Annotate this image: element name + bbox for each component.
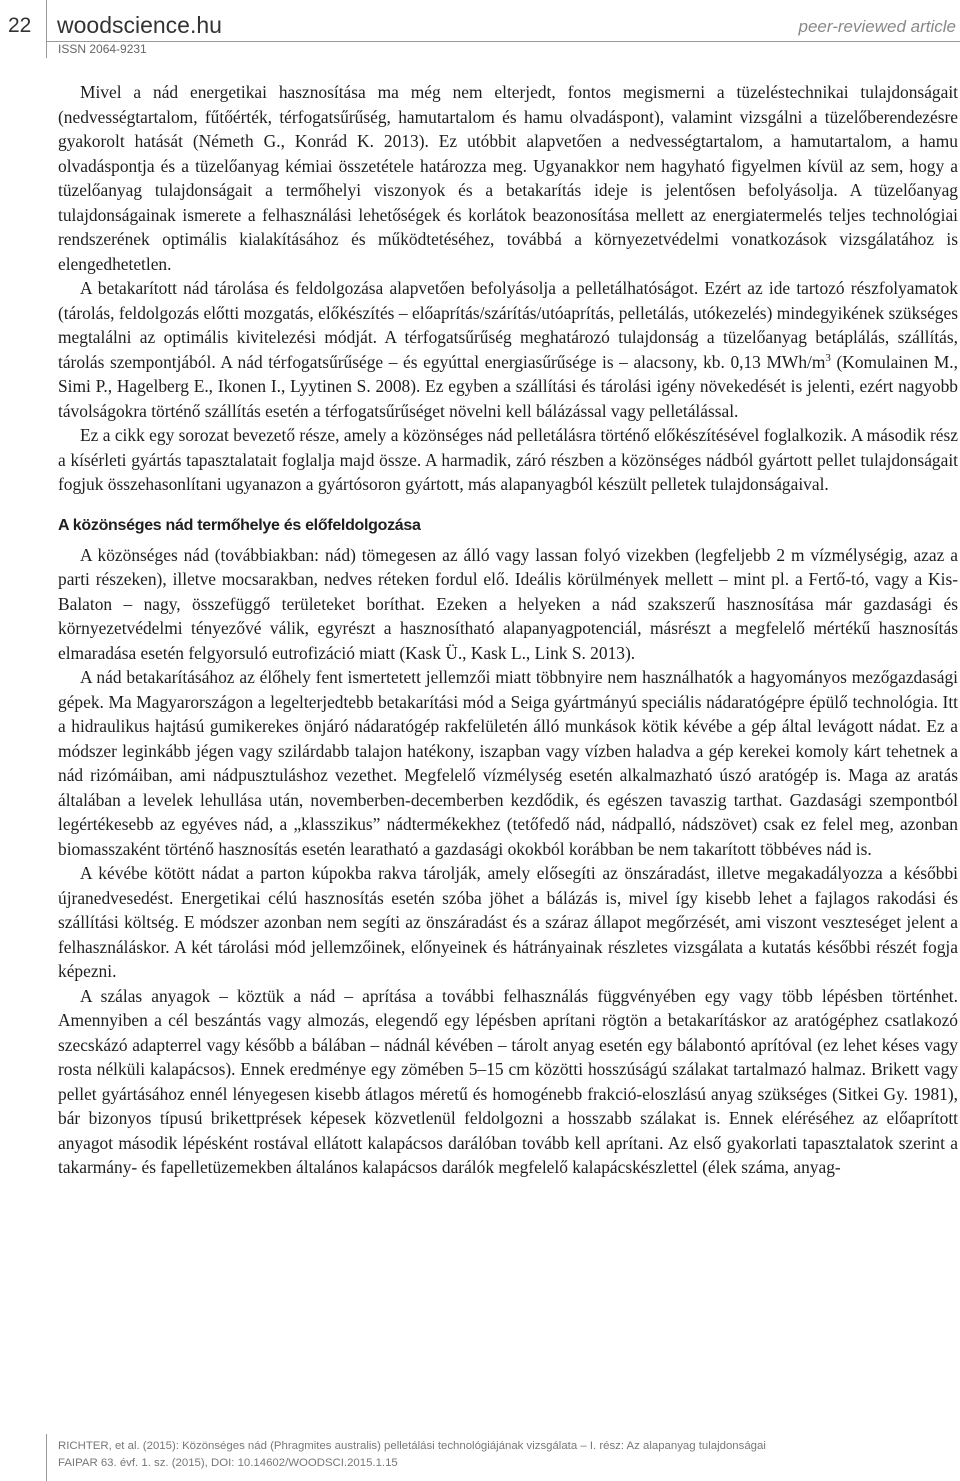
paragraph — [58, 276, 958, 423]
paragraph-text: A betakarított nád tárolása és feldolgozása alapvetően befolyásolja a pelletálhatóságot. Ezért az ide tartozó részfolyamatok (tárolás, feldolgozás előtti mozgatás, előkészítés – előaprítás/szárítás/utóaprítás, pelletálás, utókezelés) mindegyikének szükséges megtalálni az optimális kivitelezési módját. A térfogatsűrűség meghatározó tulajdonság a tüzelőanyag betáplálás, szállítás, tárolás szempontjából. A nád térfogatsűrűsége – és egyúttal energiasűrűsége is – alacsony, kb. 0,13 MWh/m — [58, 278, 958, 372]
paragraph-text: (Komulainen M., Simi P., Hagelberg E., Ikonen I., Lyytinen S. 2008). Ez egyben a szállítási és tárolási igény növekedését is jelenti, ezért nagyobb távolságokra történő szállítás esetén a térfogatsűrűséget növelni kell bálázással vagy pelletálással. — [58, 351, 958, 421]
section-heading: A közönséges nád termőhelye és előfeldolgozása — [58, 516, 421, 534]
paragraph: Mivel a nád energetikai hasznosítása ma még nem elterjedt, fontos megismerni a tüzeléstechnikai tulajdonságait (nedvességtartalom, fűtőérték, térfogatsűrűség, hamutartalom és hamu olvadáspont), valamint vizsgálni a tüzelőberendezésre gyakorolt hatását (Németh G., Konrád K. 2013). Ez utóbbit alapvetően a nedvességtartalom, a hamutartalom, a hamu olvadáspontja és a tüzelőanyag kémiai összetétele határozza meg. Ugyanakkor nem hagyható figyelmen kívül az sem, hogy a tüzelőanyag tulajdonságait a termőhelyi viszonyok és a betakarítás ideje is jelentősen befolyásolja. A tüzelőanyag tulajdonságainak ismerete a felhasználási lehetőségek és korlátok beazonosítása mellett az energiatermelés teljes technológiai rendszerének optimális kialakításához és működtetéséhez, továbbá a környezetvédelmi vonatkozások vizsgálatához is elengedhetetlen. — [58, 82, 958, 274]
issn: ISSN 2064-9231 — [58, 42, 147, 56]
header-vertical-rule — [46, 0, 47, 58]
footer-journal: FAIPAR 63. évf. 1. sz. (2015), DOI: 10.14602/WOODSCI.2015.1.15 — [58, 1457, 398, 1469]
footer-rule — [46, 1434, 47, 1481]
superscript: 3 — [825, 351, 831, 364]
footer-citation: RICHTER, et al. (2015): Közönséges nád (Phragmites australis) pelletálási technológiájának vizsgálata – I. rész: Az alapanyag tulajdonságai — [58, 1440, 766, 1452]
article-type: peer-reviewed article — [798, 17, 956, 36]
header-horizontal-rule — [46, 41, 960, 42]
paragraph: A közönséges nád (továbbiakban: nád) tömegesen az álló vagy lassan folyó vizekben (legfeljebb 2 m vízmélységig, azaz a parti részeken), illetve mocsarakban, nedves réteken fordul elő. Ideális körülmények mellett – mint pl. a Fertő-tó, vagy a Kis-Balaton – nagy, összefüggő területeket boríthat. Ezeken a helyeken a nád szakszerű hasznosítása már gazdasági és környezetvédelmi tényezővé válik, egyrészt a hasznosítható alapanyagpotenciál, másrészt a megfelelő mértékű hasznosítás elmaradása esetén felgyorsuló eutrofizáció miatt (Kask Ü., Kask L., Link S. 2013). — [58, 544, 958, 663]
page-header — [0, 0, 960, 60]
paragraph: A szálas anyagok – köztük a nád – aprítása a további felhasználás függvényében egy vagy több lépésben történhet. Amennyiben a cél beszántás vagy almozás, elegendő egy lépésben aprítani rögtön a betakarításkor az aratógéphez csatlakozó szecskázó adapterrel vagy később a bálában – nádnál kévében – tárolt anyag esetén egy bálabontó aprítóval (ez lehet késes vagy rosta nélküli kalapácsos). Ennek eredménye egy zömében 5–15 cm közötti hosszúságú szálakat tartalmazó halmaz. Brikett vagy pellet gyártásához ennél lényegesen kisebb átlagos méretű és homogénebb frakció-eloszlású anyag szükséges (Sitkei Gy. 1981), bár bizonyos típusú brikettprések képesek közvetlenül feldolgozni a hosszabb szálakat is. Ennek eléréséhez az előaprított anyagot második lépésként rostával ellátott kalapácsos darálóban tovább kell aprítani. Az első gyakorlati tapasztalatok szerint a takarmány- és fapelletüzemekben általános kalapácsos darálók megfelelő kalapácskészlettel (élek száma, anyag- — [58, 985, 958, 1177]
paragraph: Ez a cikk egy sorozat bevezető része, amely a közönséges nád pelletálásra történő előkészítésével foglalkozik. A második rész a kísérleti gyártás tapasztalatait foglalja majd össze. A harmadik, záró részben a közönséges nádból gyártott pellet tulajdonságait fogjuk összehasonlítani ugyanazon a gyártósoron gyártott, más alapanyagból készült pelletek tulajdonságaival. — [58, 425, 958, 494]
page-number: 22 — [8, 14, 32, 37]
paragraph: A kévébe kötött nádat a parton kúpokba rakva tárolják, amely elősegíti az önszáradást, illetve megakadályozza a későbbi újranedvesedést. Energetikai célú hasznosítás esetén szóba jöhet a bálázás is, mivel így kisebb lehet a fajlagos rakodási és szállítási költség. E módszer azonban nem segíti az önszáradást és a száraz állapot megőrzését, ami viszont veszteséget jelent a felhasználáskor. A két tárolási mód jellemzőinek, előnyeinek és hátrányainak részletes vizsgálata a kutatás későbbi részét fogja képezni. — [58, 863, 958, 981]
article-body — [58, 80, 958, 1180]
paragraph: A nád betakarításához az élőhely fent ismertetett jellemzői miatt többnyire nem használhatók a hagyományos mezőgazdasági gépek. Ma Magyarországon a legelterjedtebb betakarítási mód a Seiga gyártmányú speciális nádaratógépre épülő technológia. Itt a hidraulikus hajtású gumikerekes önjáró nádaratógép rakfelületén álló munkások kötik kévébe a gép által levágott nádat. Ez a módszer leginkább jégen vagy szilárdabb talajon hatékony, iszapban vagy vízben haladva a gép kerekei komoly kárt tehetnek a nád rizómáiban, ami nádpusztuláshoz vezethet. Megfelelő vízmélység esetén alkalmazható úszó aratógép is. Maga az aratás általában a levelek lehullása után, novemberben-decemberben kezdődik, és egészen tavaszig tarthat. Gazdasági szempontból legértékesebb az egyéves nád, a „klasszikus” nádtermékekhez (tetőfedő nád, nádpalló, nádszövet) csak ez felel meg, azonban biomasszaként történő hasznosítás esetén learatható a gazdasági okokból korábban be nem takarított többéves nád is. — [58, 667, 958, 859]
page-footer — [58, 1438, 958, 1472]
site-name[interactable]: woodscience.hu — [57, 12, 222, 38]
